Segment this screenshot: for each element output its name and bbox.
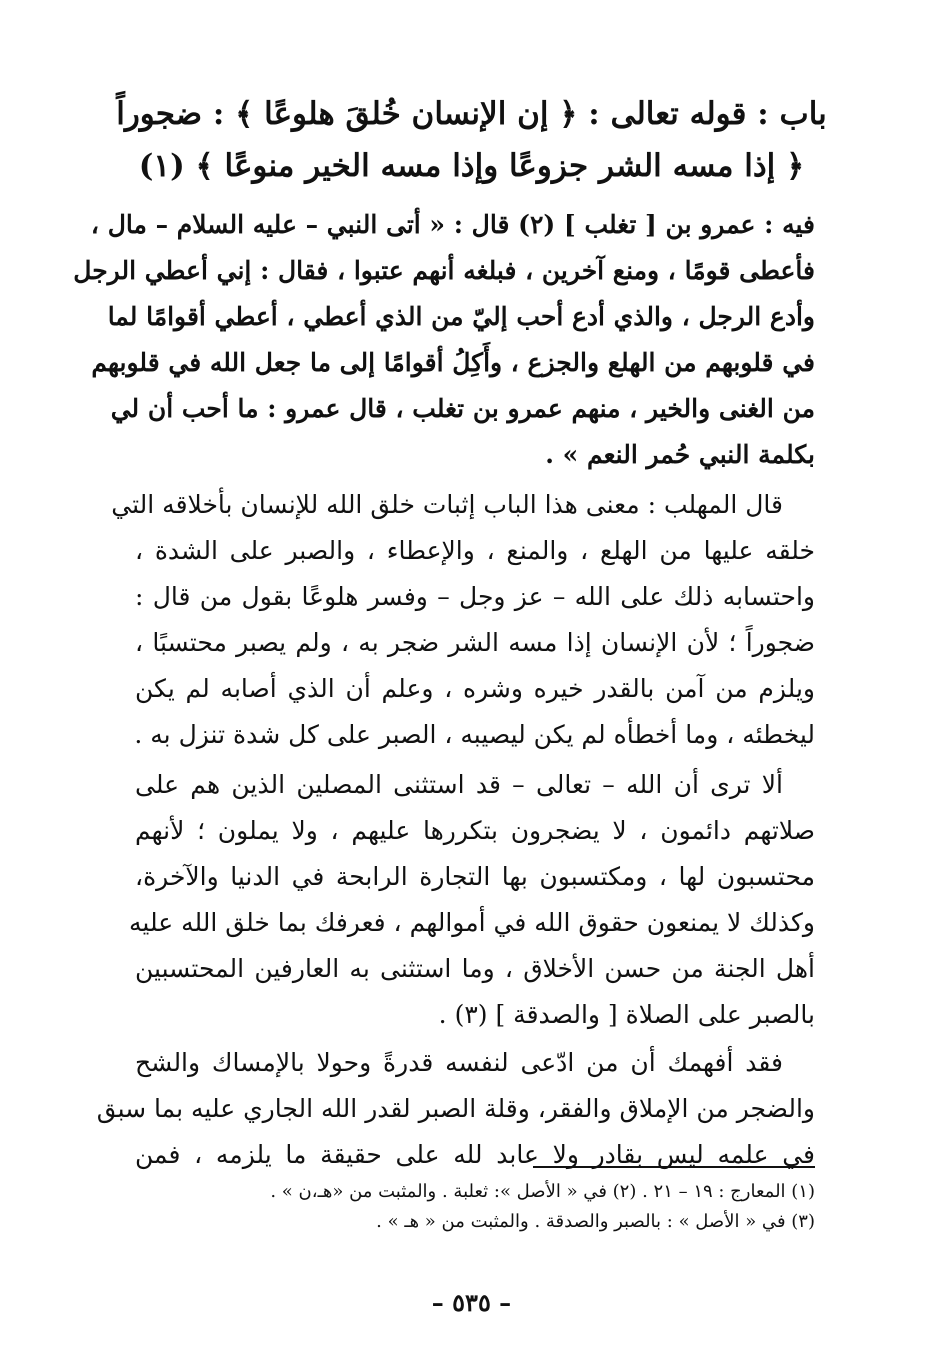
commentary-line: صلاتهم دائمون ، لا يضجرون بتكررها عليهم ، ولا يملون ؛ لأنهم [135, 816, 815, 845]
commentary-line: والضجر من الإملاق والفقر، وقلة الصبر لقدر الله الجاري عليه بما سبق [96, 1094, 815, 1123]
hadith-line: من الغنى والخير ، منهم عمرو بن تغلب ، قال عمرو : ما أحب أن لي [110, 394, 815, 423]
hadith-line: في قلوبهم من الهلع والجزع ، وأَكِلُ أقوامًا إلى ما جعل الله في قلوبهم [91, 348, 815, 377]
commentary-line: قال المهلب : معنى هذا الباب إثبات خلق الله للإنسان بأخلاقه التي [111, 490, 783, 519]
commentary-line: ألا ترى أن الله – تعالى – قد استثنى المصلين الذين هم على [135, 770, 783, 799]
chapter-title-line-1: باب : قوله تعالى : ﴿ إن الإنسان خُلقَ هلوعًا ﴾ : ضجوراً [116, 96, 827, 132]
footnote: (٣) في « الأصل » : بالصبر والصدقة . والمثبت من « هـ » . [376, 1211, 815, 1232]
commentary-line: أهل الجنة من حسن الأخلاق ، وما استثنى به العارفين المحتسبين [135, 954, 815, 983]
commentary-line: في علمه ليس بقادر ولا عابد لله على حقيقة ما يلزمه ، فمن [135, 1140, 815, 1169]
page-number: – ٥٣٥ – [431, 1288, 512, 1317]
commentary-line: واحتسابه ذلك على الله – عز وجل – وفسر هلوعًا بقول من قال : [135, 582, 815, 611]
commentary-line: بالصبر على الصلاة [ والصدقة ] (٣) . [438, 1000, 815, 1029]
hadith-line: وأدع الرجل ، والذي أدع أحب إليّ من الذي أعطي ، أعطي أقوامًا لما [107, 302, 815, 331]
commentary-line: وكذلك لا يمنعون حقوق الله في أموالهم ، فعرفك بما خلق الله عليه [129, 908, 815, 937]
footnote: (١) المعارج : ١٩ – ٢١ . (٢) في « الأصل »: ثعلبة . والمثبت من «هـ،ن » . [270, 1181, 815, 1202]
commentary-line: خلقه عليها من الهلع ، والمنع ، والإعطاء ، والصبر على الشدة ، [135, 536, 815, 565]
commentary-line: ويلزم من آمن بالقدر خيره وشره ، وعلم أن الذي أصابه لم يكن [135, 674, 815, 703]
chapter-title-line-2: ﴿ إذا مسه الشر جزوعًا وإذا مسه الخير منوعًا ﴾ (١) [138, 148, 805, 184]
commentary-line: محتسبون لها ، ومكتسبون بها التجارة الرابحة في الدنيا والآخرة، [135, 862, 815, 891]
commentary-line: فقد أفهمك أن من ادّعى لنفسه قدرةً وحولا بالإمساك والشح [135, 1048, 783, 1077]
commentary-line: ليخطئه ، وما أخطأه لم يكن ليصيبه ، الصبر على كل شدة تنزل به . [134, 720, 815, 749]
commentary-line: ضجوراً ؛ لأن الإنسان إذا مسه الشر ضجر به ، ولم يصبر محتسبًا ، [135, 628, 815, 657]
footnote-divider [533, 1166, 815, 1168]
hadith-line: بكلمة النبي حُمر النعم » . [545, 440, 815, 469]
hadith-line: فيه : عمرو بن [ تغلب ] (٢) قال : « أتى النبي – عليه السلام – مال ، [90, 210, 815, 239]
hadith-line: فأعطى قومًا ، ومنع آخرين ، فبلغه أنهم عتبوا ، فقال : إني أعطي الرجل [73, 256, 815, 285]
